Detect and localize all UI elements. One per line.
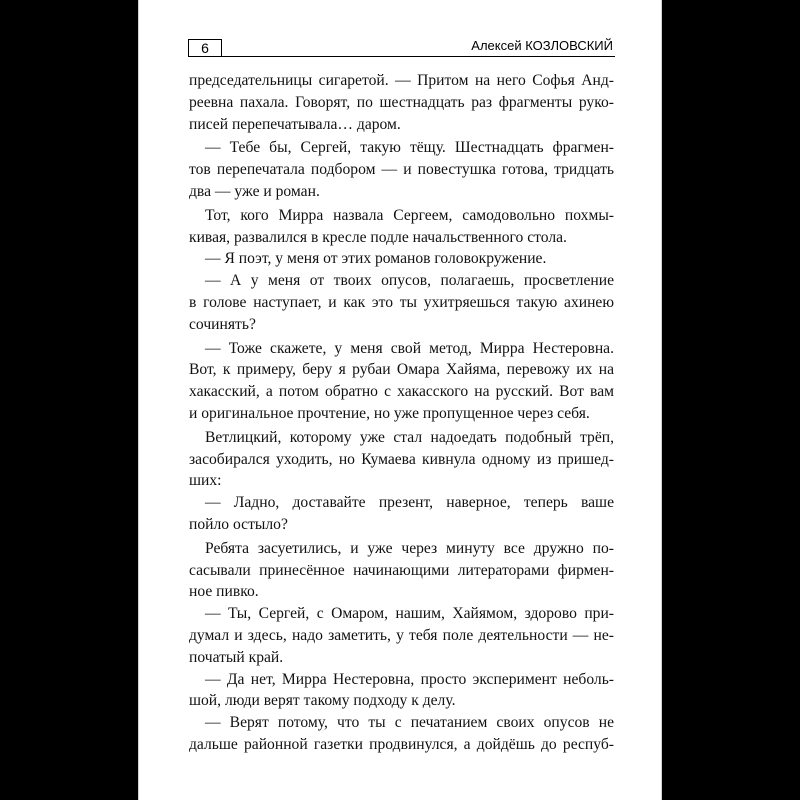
text-line: сочинять? — [189, 315, 256, 333]
text-line: сасывали принесённое начинающими литераторами фирмен- — [189, 561, 614, 579]
text-line: думал и здесь, надо заметить, у тебя поле деятельности — не- — [189, 626, 614, 644]
text-line: — Я поэт, у меня от этих романов головокружение. — [205, 250, 547, 268]
text-line: початый край. — [189, 648, 284, 666]
text-line: Ветлицкий, которому уже стал надоедать подобный трёп, — [205, 428, 614, 446]
header-rule — [188, 56, 615, 57]
book-page — [138, 0, 662, 800]
text-line: тов перепечатала подбором — и повестушка готова, тридцать — [189, 161, 614, 179]
text-line: Вот, к примеру, беру я рубаи Омара Хайяма, перевожу их на — [189, 361, 614, 379]
text-line: — Тебе бы, Сергей, такую тёщу. Шестнадцать фрагмен- — [205, 139, 614, 157]
text-line: ное пивко. — [189, 583, 259, 601]
text-line: — Верят потому, что ты с печатанием своих опусов не — [205, 714, 614, 732]
text-line: два — уже и роман. — [189, 182, 320, 200]
text-line: и оригинальное прочтение, но уже пропущенное через себя. — [189, 404, 590, 422]
text-line: председательницы сигаретой. — Притом на него Софья Анд- — [189, 72, 614, 89]
running-head — [188, 39, 615, 59]
text-line: — Да нет, Мирра Нестеровна, просто эксперимент неболь- — [205, 670, 614, 688]
text-line: — Ладно, доставайте презент, наверное, теперь ваше — [205, 494, 614, 512]
text-line: шой, люди верят такому подходу к делу. — [189, 692, 456, 710]
left-dark-margin — [0, 0, 138, 800]
right-dark-margin — [662, 0, 800, 800]
text-line: Тот, кого Мирра назвала Сергеем, самодовольно похмы- — [205, 206, 614, 224]
text-line: реевна пахала. Говорят, по шестнадцать раз фрагменты руко- — [189, 93, 614, 111]
text-line: пойло остыло? — [189, 515, 288, 533]
text-line: ших: — [189, 472, 222, 490]
text-line: засобирался уходить, но Кумаева кивнула одному из пришед- — [189, 450, 614, 468]
body-text — [189, 70, 614, 756]
text-line: хакасский, а потом обратно с хакасского на русский. Вот вам — [189, 383, 614, 401]
text-line: — Ты, Сергей, с Омаром, нашим, Хайямом, здорово при- — [205, 605, 614, 623]
text-line: кивая, развалился в кресле подле начальственного стола. — [189, 228, 567, 246]
text-line: — Тоже скажете, у меня свой метод, Мирра Нестеровна. — [205, 339, 614, 357]
text-line: в голове наступает, и как это ты ухитряешься такую ахинею — [189, 293, 614, 311]
running-head-author: Алексей КОЗЛОВСКИЙ — [471, 38, 613, 53]
text-line: писей перепечатывала… даром. — [189, 115, 401, 133]
page-number: 6 — [188, 39, 222, 56]
text-line: дальше районной газетки продвинулся, а дойдёшь до респуб- — [189, 735, 614, 753]
text-line: — А у меня от твоих опусов, полагаешь, просветление — [205, 272, 614, 290]
text-line: Ребята засуетились, и уже через минуту все дружно по- — [205, 539, 614, 557]
